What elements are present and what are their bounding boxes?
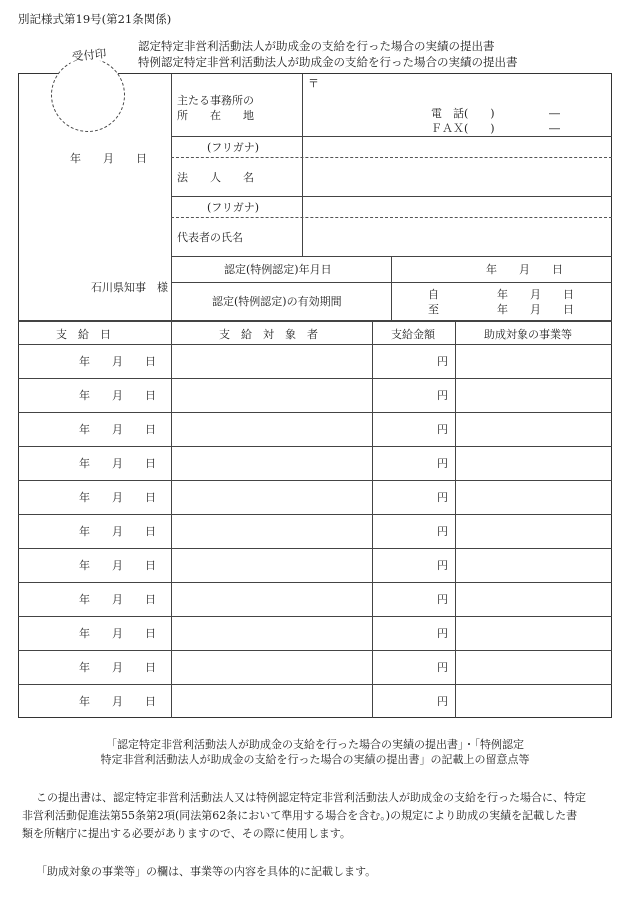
col-header-project: 助成対象の事業等 bbox=[484, 328, 572, 341]
row-date: 年 月 日 bbox=[79, 491, 156, 504]
divider bbox=[18, 378, 612, 379]
row-date: 年 月 日 bbox=[79, 525, 156, 538]
divider bbox=[171, 74, 172, 321]
col-header-amount: 支給金額 bbox=[391, 328, 435, 341]
divider bbox=[302, 74, 303, 256]
row-amount-unit: 円 bbox=[437, 593, 448, 606]
row-date: 年 月 日 bbox=[79, 593, 156, 606]
divider bbox=[18, 412, 612, 413]
divider bbox=[18, 650, 612, 651]
phone-label: 電 話( ) bbox=[431, 107, 495, 120]
office-label-1: 主たる事務所の bbox=[177, 94, 254, 107]
from-value: 年 月 日 bbox=[497, 288, 574, 301]
reception-stamp-label: 受付印 bbox=[71, 46, 108, 64]
fax-dash: ― bbox=[549, 122, 560, 135]
cert-date-label: 認定(特例認定)年月日 bbox=[224, 263, 332, 276]
divider bbox=[18, 320, 612, 322]
from-label: 自 bbox=[428, 288, 439, 301]
row-amount-unit: 円 bbox=[437, 355, 448, 368]
document-title-2: 特例認定特定非営利活動法人が助成金の支給を行った場合の実績の提出書 bbox=[138, 55, 518, 69]
divider bbox=[171, 136, 612, 137]
rep-name-label: 代表者の氏名 bbox=[177, 231, 243, 244]
notes-para1-line2: 非営利活動促進法第55条第2項(同法第62条において準用する場合を含む。)の規定により助成の実績を記載した書 bbox=[22, 809, 578, 822]
divider bbox=[18, 548, 612, 549]
divider bbox=[18, 582, 612, 583]
row-amount-unit: 円 bbox=[437, 525, 448, 538]
divider bbox=[372, 321, 373, 718]
row-date: 年 月 日 bbox=[79, 355, 156, 368]
fax-label: ＦＡＸ( ) bbox=[431, 122, 495, 135]
divider bbox=[391, 256, 392, 321]
row-amount-unit: 円 bbox=[437, 457, 448, 470]
col-header-recipient: 支 給 対 象 者 bbox=[219, 328, 318, 341]
notes-heading-line2: 特定非営利活動法人が助成金の支給を行った場合の実績の提出書」の記載上の留意点等 bbox=[100, 753, 530, 766]
document-title-1: 認定特定非営利活動法人が助成金の支給を行った場合の実績の提出書 bbox=[138, 39, 495, 53]
notes-para1-line1: この提出書は、認定特定非営利活動法人又は特例認定特定非営利活動法人が助成金の支給を行った場合に、特定 bbox=[36, 791, 586, 804]
row-amount-unit: 円 bbox=[437, 423, 448, 436]
col-header-date: 支 給 日 bbox=[56, 328, 111, 341]
divider bbox=[18, 446, 612, 447]
reception-stamp-circle bbox=[51, 58, 125, 132]
notes-heading bbox=[18, 737, 612, 767]
notes-paragraph-2: 「助成対象の事業等」の欄は、事業等の内容を具体的に記載します。 bbox=[36, 865, 377, 878]
divider bbox=[171, 282, 612, 283]
row-amount-unit: 円 bbox=[437, 661, 448, 674]
row-date: 年 月 日 bbox=[79, 389, 156, 402]
row-amount-unit: 円 bbox=[437, 627, 448, 640]
row-date: 年 月 日 bbox=[79, 627, 156, 640]
furigana-label-2: (フリガナ) bbox=[207, 201, 260, 214]
notes-para1-line3: 類を所轄庁に提出する必要がありますので、その際に使用します。 bbox=[22, 827, 351, 840]
divider bbox=[18, 684, 612, 685]
divider bbox=[18, 480, 612, 481]
phone-dash: ― bbox=[549, 107, 560, 120]
row-amount-unit: 円 bbox=[437, 389, 448, 402]
furigana-label-1: (フリガナ) bbox=[207, 141, 260, 154]
postal-mark: 〒 bbox=[308, 77, 319, 90]
row-date: 年 月 日 bbox=[79, 559, 156, 572]
cert-date-value: 年 月 日 bbox=[486, 263, 563, 276]
addressee: 石川県知事 様 bbox=[91, 281, 168, 294]
submission-date: 年 月 日 bbox=[70, 152, 147, 165]
corp-name-label: 法 人 名 bbox=[177, 171, 254, 184]
row-amount-unit: 円 bbox=[437, 559, 448, 572]
divider bbox=[18, 616, 612, 617]
divider bbox=[171, 196, 612, 197]
divider bbox=[455, 321, 456, 718]
office-label-2: 所 在 地 bbox=[177, 109, 254, 122]
divider bbox=[18, 344, 612, 345]
row-date: 年 月 日 bbox=[79, 457, 156, 470]
notes-paragraph-1 bbox=[18, 789, 612, 843]
notes-heading-line1: 「認定特定非営利活動法人が助成金の支給を行った場合の実績の提出書」・「特例認定 bbox=[106, 738, 524, 751]
divider bbox=[171, 321, 172, 718]
to-value: 年 月 日 bbox=[497, 303, 574, 316]
to-label: 至 bbox=[428, 303, 439, 316]
form-reference: 別記様式第19号(第21条関係) bbox=[18, 12, 172, 26]
row-amount-unit: 円 bbox=[437, 491, 448, 504]
row-amount-unit: 円 bbox=[437, 695, 448, 708]
dashed-divider bbox=[171, 217, 612, 218]
row-date: 年 月 日 bbox=[79, 661, 156, 674]
dashed-divider bbox=[171, 157, 612, 158]
divider bbox=[18, 514, 612, 515]
validity-label: 認定(特例認定)の有効期間 bbox=[212, 295, 342, 308]
row-date: 年 月 日 bbox=[79, 695, 156, 708]
row-date: 年 月 日 bbox=[79, 423, 156, 436]
